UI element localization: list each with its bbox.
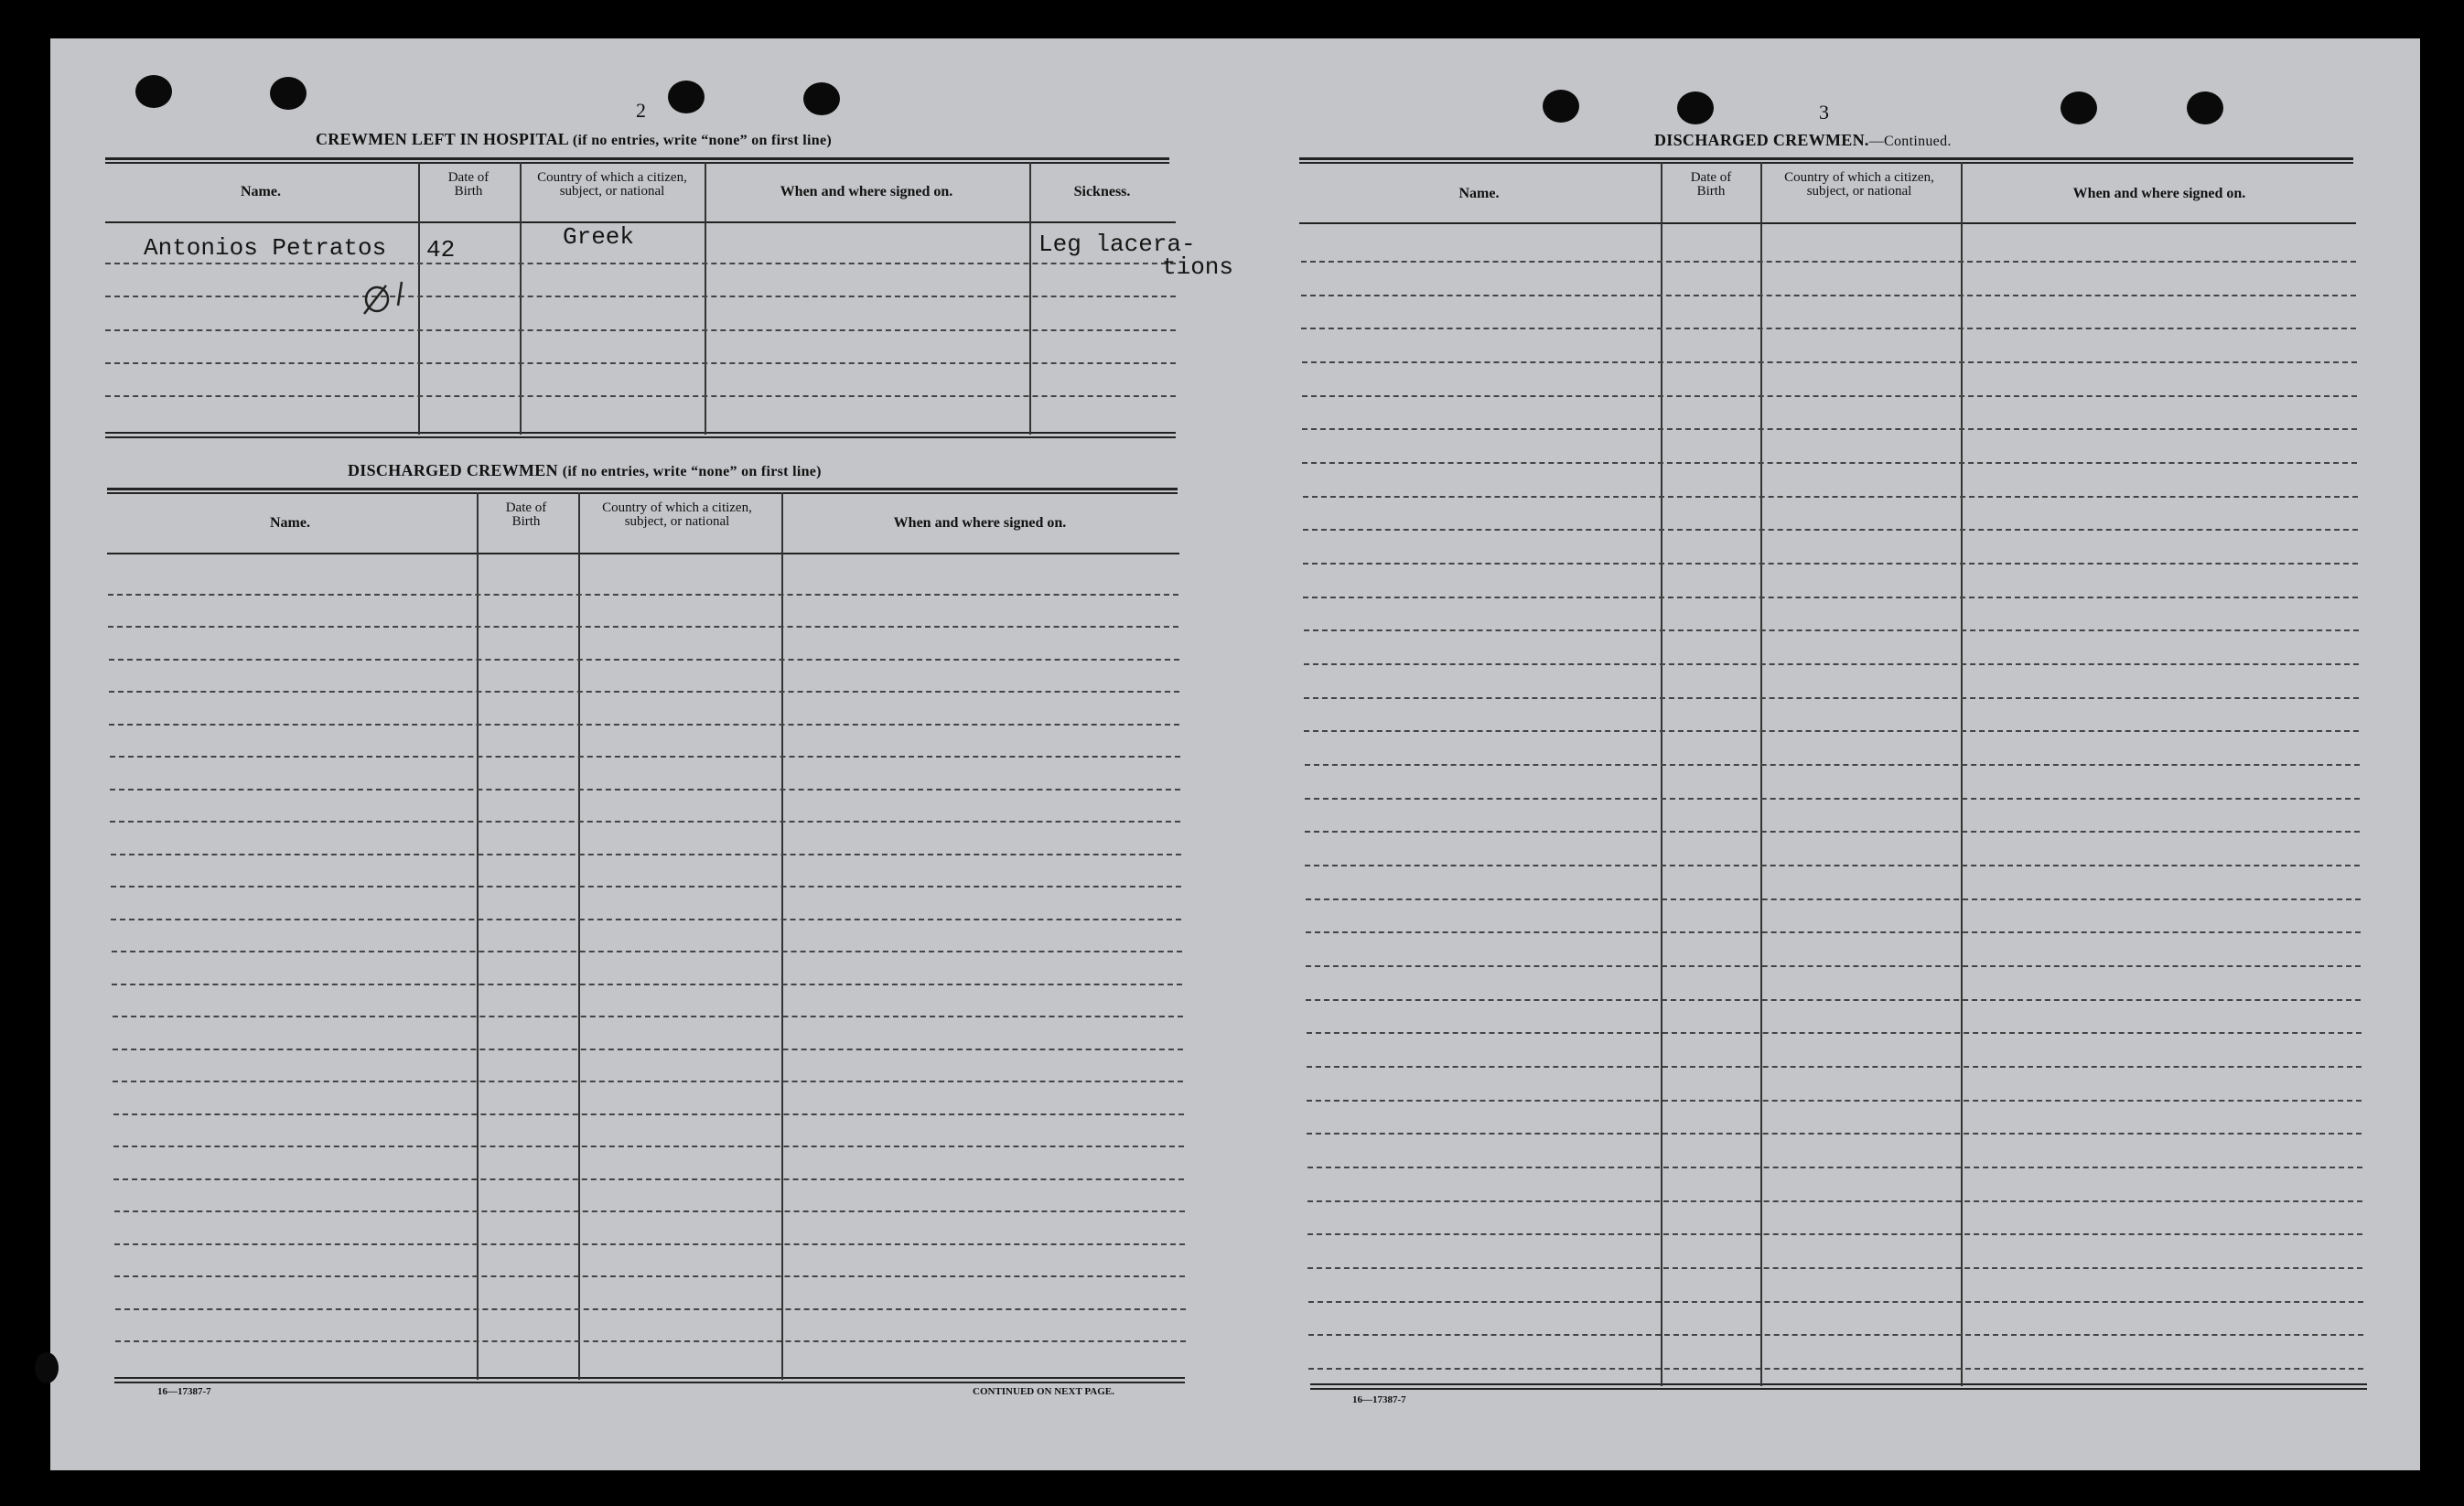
col-header-country: Country of which a citizen, subject, or national bbox=[1784, 170, 1934, 199]
row-line bbox=[1301, 295, 2356, 296]
row-line bbox=[111, 854, 1181, 855]
punch-hole bbox=[1543, 90, 1579, 123]
row-line bbox=[111, 886, 1181, 887]
row-line bbox=[1307, 1066, 2362, 1068]
row-line bbox=[1307, 1167, 2362, 1168]
row-line bbox=[1302, 428, 2357, 430]
row-line bbox=[110, 756, 1180, 758]
row-line bbox=[1302, 395, 2357, 397]
table-bottom-rule bbox=[114, 1377, 1185, 1379]
column-divider bbox=[1961, 162, 1963, 1386]
row-line bbox=[1306, 931, 2361, 933]
row-line bbox=[1301, 261, 2356, 263]
row-line bbox=[1306, 965, 2361, 967]
row-line bbox=[1307, 1267, 2362, 1269]
table-bottom-rule bbox=[1310, 1383, 2367, 1385]
form-number: 16—17387-7 bbox=[157, 1386, 211, 1397]
page-number: 3 bbox=[1819, 101, 1829, 124]
col-header-name: Name. bbox=[270, 515, 310, 531]
row-line bbox=[1306, 999, 2361, 1001]
col-header-dob: Date of Birth bbox=[505, 500, 547, 529]
row-line bbox=[1307, 1032, 2362, 1034]
punch-hole bbox=[2061, 91, 2097, 124]
discharged-section-title bbox=[348, 461, 822, 480]
row-line bbox=[114, 1243, 1185, 1245]
row-line bbox=[1307, 1100, 2362, 1102]
column-divider bbox=[418, 162, 420, 435]
col-header-name: Name. bbox=[1458, 186, 1500, 201]
discharged-title-text: DISCHARGED CREWMEN. bbox=[1654, 131, 1869, 149]
hospital-title-note: (if no entries, write “none” on first line) bbox=[572, 133, 832, 148]
continued-note: CONTINUED ON NEXT PAGE. bbox=[973, 1386, 1114, 1397]
row-line bbox=[1302, 361, 2357, 363]
row-line bbox=[1307, 1233, 2362, 1235]
col-header-signed: When and where signed on. bbox=[893, 515, 1067, 531]
row-line bbox=[105, 362, 1176, 364]
row-line bbox=[113, 1178, 1184, 1180]
row-line bbox=[1307, 1200, 2362, 1202]
table-top-rule bbox=[107, 488, 1178, 490]
row-line bbox=[1305, 831, 2360, 833]
row-line bbox=[1305, 764, 2360, 766]
row-line bbox=[114, 1275, 1185, 1277]
table-bottom-rule bbox=[105, 432, 1176, 434]
entry-name: Antonios Petratos bbox=[144, 234, 387, 262]
row-line bbox=[112, 951, 1182, 952]
row-line bbox=[113, 1081, 1183, 1082]
column-divider bbox=[1760, 162, 1762, 1386]
page-number: 2 bbox=[636, 99, 646, 122]
row-line bbox=[1304, 730, 2359, 732]
table-top-rule bbox=[1299, 162, 2353, 164]
col-header-sickness: Sickness. bbox=[1073, 184, 1131, 199]
col-header-dob: Date of Birth bbox=[1690, 170, 1732, 199]
table-top-rule bbox=[107, 492, 1178, 494]
table-top-rule bbox=[1299, 157, 2353, 160]
row-line bbox=[1308, 1334, 2363, 1336]
col-header-signed: When and where signed on. bbox=[780, 184, 953, 199]
column-divider bbox=[1661, 162, 1662, 1386]
row-line bbox=[110, 789, 1180, 791]
discharged-title-text: DISCHARGED CREWMEN bbox=[348, 461, 558, 479]
table-bottom-rule bbox=[105, 436, 1176, 438]
row-line bbox=[108, 626, 1178, 628]
header-rule bbox=[105, 221, 1176, 223]
row-line bbox=[1304, 663, 2359, 665]
header-rule bbox=[107, 553, 1179, 554]
table-bottom-rule bbox=[114, 1382, 1185, 1383]
row-line bbox=[108, 594, 1178, 596]
hospital-title-text: CREWMEN LEFT IN HOSPITAL bbox=[316, 130, 569, 148]
punch-hole bbox=[2187, 91, 2223, 124]
row-line bbox=[1303, 563, 2358, 565]
row-line bbox=[110, 821, 1180, 823]
col-header-country: Country of which a citizen, subject, or national bbox=[602, 500, 752, 529]
row-line bbox=[1303, 597, 2358, 598]
row-line bbox=[105, 329, 1176, 331]
row-line bbox=[1303, 496, 2358, 498]
punch-hole bbox=[1677, 91, 1714, 124]
row-line bbox=[1302, 462, 2357, 464]
punch-hole bbox=[668, 81, 705, 113]
row-line bbox=[1305, 798, 2360, 800]
row-line bbox=[105, 296, 1176, 297]
row-line bbox=[114, 1210, 1185, 1212]
table-top-rule bbox=[105, 162, 1169, 164]
row-line bbox=[1308, 1301, 2363, 1303]
punch-hole bbox=[803, 82, 840, 115]
row-line bbox=[105, 395, 1176, 397]
row-line bbox=[1301, 328, 2356, 329]
col-header-dob: Date of Birth bbox=[447, 170, 490, 199]
row-line bbox=[1303, 529, 2358, 531]
continued-label: —Continued. bbox=[1868, 134, 1952, 149]
column-divider bbox=[705, 162, 706, 435]
row-line bbox=[1308, 1368, 2363, 1370]
row-line bbox=[112, 984, 1182, 985]
row-line bbox=[1304, 629, 2359, 631]
col-header-country: Country of which a citizen, subject, or national bbox=[537, 170, 687, 199]
row-line bbox=[113, 1049, 1183, 1050]
row-line bbox=[105, 263, 1176, 264]
handwritten-mark bbox=[359, 276, 414, 318]
row-line bbox=[113, 1146, 1184, 1147]
row-line bbox=[1306, 898, 2361, 900]
punch-hole bbox=[270, 77, 307, 110]
row-line bbox=[111, 919, 1181, 920]
column-divider bbox=[1029, 162, 1031, 435]
entry-sickness-line2: tions bbox=[1162, 253, 1234, 281]
punch-hole bbox=[135, 75, 172, 108]
header-rule bbox=[1299, 222, 2356, 224]
hospital-section-title bbox=[316, 130, 832, 149]
discharged-title-note: (if no entries, write “none” on first line) bbox=[562, 464, 822, 479]
row-line bbox=[1305, 865, 2360, 866]
row-line bbox=[109, 691, 1179, 693]
discharged-continued-title bbox=[1654, 131, 1952, 150]
row-line bbox=[113, 1113, 1184, 1115]
entry-country: Greek bbox=[563, 223, 635, 251]
row-line bbox=[115, 1340, 1186, 1342]
row-line bbox=[115, 1308, 1186, 1310]
table-top-rule bbox=[105, 157, 1169, 160]
entry-sickness-line1: Leg lacera- bbox=[1038, 231, 1196, 258]
punch-hole bbox=[35, 1352, 59, 1383]
row-line bbox=[1304, 697, 2359, 699]
row-line bbox=[109, 659, 1179, 661]
col-header-name: Name. bbox=[241, 184, 281, 199]
row-line bbox=[113, 1016, 1183, 1017]
row-line bbox=[1307, 1133, 2362, 1135]
table-bottom-rule bbox=[1310, 1388, 2367, 1390]
form-number: 16—17387-7 bbox=[1352, 1394, 1406, 1405]
entry-dob: 42 bbox=[426, 236, 456, 264]
document-sheet bbox=[50, 38, 2420, 1470]
column-divider bbox=[520, 162, 522, 435]
col-header-signed: When and where signed on. bbox=[2072, 186, 2246, 201]
row-line bbox=[109, 724, 1179, 726]
